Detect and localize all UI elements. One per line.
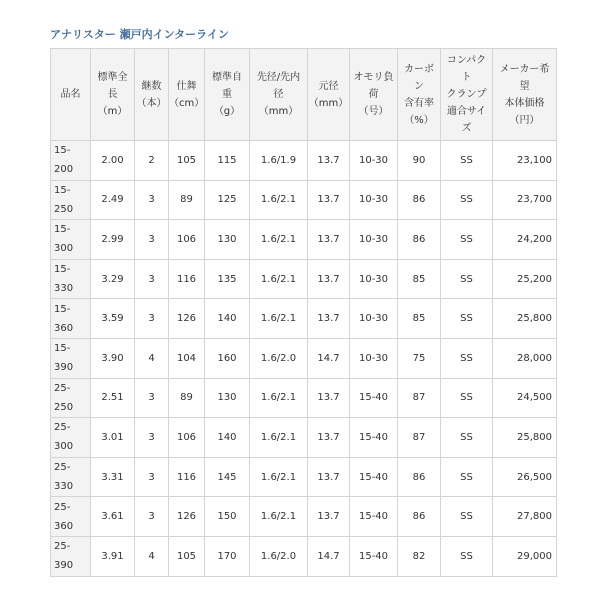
cell-sinker-load: 10-30 bbox=[350, 299, 398, 339]
cell-price: 25,800 bbox=[493, 418, 557, 458]
name-line: 15- bbox=[54, 184, 71, 196]
cell-price: 25,800 bbox=[493, 299, 557, 339]
cell-length: 2.00 bbox=[91, 141, 135, 181]
cell-weight: 130 bbox=[205, 378, 250, 418]
name-line: 15- bbox=[54, 145, 71, 157]
header-sections bbox=[135, 49, 169, 141]
cell-sinker-load: 10-30 bbox=[350, 220, 398, 260]
header-line: （m） bbox=[97, 106, 128, 117]
cell-sections: 3 bbox=[135, 418, 169, 458]
header-line: コンパク bbox=[446, 55, 487, 66]
cell-butt-diameter: 13.7 bbox=[308, 457, 350, 497]
cell-name bbox=[51, 180, 91, 220]
cell-name bbox=[51, 418, 91, 458]
cell-carbon-content: 90 bbox=[398, 141, 441, 181]
name-line: 390 bbox=[54, 560, 74, 572]
cell-weight: 170 bbox=[205, 536, 250, 576]
name-line: 300 bbox=[54, 243, 74, 255]
cell-sinker-load: 10-30 bbox=[350, 338, 398, 378]
cell-sections: 3 bbox=[135, 259, 169, 299]
cell-sinker-load: 15-40 bbox=[350, 497, 398, 537]
cell-weight: 150 bbox=[205, 497, 250, 537]
cell-tip-diameter: 1.6/2.1 bbox=[250, 259, 308, 299]
cell-sinker-load: 15-40 bbox=[350, 418, 398, 458]
cell-butt-diameter: 13.7 bbox=[308, 299, 350, 339]
name-line: 15- bbox=[54, 224, 71, 236]
cell-closed-length: 105 bbox=[169, 141, 205, 181]
header-line: 径 bbox=[273, 89, 284, 100]
header-line: 仕舞 bbox=[176, 80, 197, 92]
cell-closed-length: 89 bbox=[169, 180, 205, 220]
cell-name bbox=[51, 141, 91, 181]
name-line: 200 bbox=[54, 164, 74, 176]
cell-clamp-size: SS bbox=[441, 497, 493, 537]
name-line: 15- bbox=[54, 303, 71, 315]
cell-length: 2.99 bbox=[91, 220, 135, 260]
cell-length: 3.61 bbox=[91, 497, 135, 537]
cell-closed-length: 106 bbox=[169, 220, 205, 260]
cell-carbon-content: 85 bbox=[398, 299, 441, 339]
name-line: 330 bbox=[54, 283, 74, 295]
name-line: 25- bbox=[54, 382, 71, 394]
cell-sections: 4 bbox=[135, 338, 169, 378]
header-clamp-size bbox=[441, 49, 493, 141]
cell-weight: 130 bbox=[205, 220, 250, 260]
cell-clamp-size: SS bbox=[441, 536, 493, 576]
name-line: 360 bbox=[54, 322, 74, 334]
cell-price: 24,500 bbox=[493, 378, 557, 418]
cell-tip-diameter: 1.6/2.1 bbox=[250, 497, 308, 537]
cell-price: 27,800 bbox=[493, 497, 557, 537]
cell-length: 3.59 bbox=[91, 299, 135, 339]
cell-sections: 4 bbox=[135, 536, 169, 576]
header-row bbox=[51, 49, 557, 141]
cell-carbon-content: 86 bbox=[398, 457, 441, 497]
cell-weight: 145 bbox=[205, 457, 250, 497]
header-line: （本） bbox=[136, 97, 167, 109]
cell-carbon-content: 87 bbox=[398, 378, 441, 418]
cell-closed-length: 105 bbox=[169, 536, 205, 576]
cell-tip-diameter: 1.6/2.1 bbox=[250, 299, 308, 339]
header-line: 含有率 bbox=[404, 97, 434, 109]
cell-butt-diameter: 13.7 bbox=[308, 378, 350, 418]
header-line: カーボ bbox=[404, 63, 434, 75]
cell-clamp-size: SS bbox=[441, 180, 493, 220]
name-line: 25- bbox=[54, 462, 71, 474]
cell-weight: 140 bbox=[205, 418, 250, 458]
cell-closed-length: 116 bbox=[169, 259, 205, 299]
cell-price: 28,000 bbox=[493, 338, 557, 378]
cell-sections: 2 bbox=[135, 141, 169, 181]
cell-closed-length: 89 bbox=[169, 378, 205, 418]
cell-carbon-content: 86 bbox=[398, 180, 441, 220]
cell-closed-length: 126 bbox=[169, 299, 205, 339]
cell-clamp-size: SS bbox=[441, 378, 493, 418]
cell-sinker-load: 15-40 bbox=[350, 536, 398, 576]
header-line: （%） bbox=[404, 114, 434, 126]
table-row bbox=[51, 259, 557, 299]
header-line: 標準全 bbox=[97, 72, 128, 83]
cell-weight: 115 bbox=[205, 141, 250, 181]
page-title: アナリスター 瀬戸内インターライン bbox=[50, 28, 229, 41]
table-row bbox=[51, 141, 557, 181]
header-line: 荷 bbox=[368, 89, 379, 100]
header-butt-diameter bbox=[308, 49, 350, 141]
header-line: ト bbox=[461, 72, 472, 83]
cell-tip-diameter: 1.6/2.1 bbox=[250, 457, 308, 497]
cell-clamp-size: SS bbox=[441, 299, 493, 339]
header-line: （cm） bbox=[169, 97, 205, 109]
header-line: （g） bbox=[213, 106, 241, 117]
cell-closed-length: 116 bbox=[169, 457, 205, 497]
cell-name bbox=[51, 378, 91, 418]
cell-weight: 135 bbox=[205, 259, 250, 299]
header-line: 適合サイ bbox=[446, 106, 487, 117]
cell-price: 25,200 bbox=[493, 259, 557, 299]
cell-clamp-size: SS bbox=[441, 220, 493, 260]
table-row bbox=[51, 220, 557, 260]
header-name bbox=[51, 49, 91, 141]
cell-carbon-content: 86 bbox=[398, 497, 441, 537]
name-line: 250 bbox=[54, 401, 74, 413]
name-line: 250 bbox=[54, 203, 74, 215]
header-line: クランプ bbox=[446, 89, 487, 100]
header-line: オモリ負 bbox=[353, 72, 394, 83]
table-row bbox=[51, 457, 557, 497]
name-line: 25- bbox=[54, 501, 71, 513]
header-weight bbox=[205, 49, 250, 141]
cell-closed-length: 126 bbox=[169, 497, 205, 537]
cell-clamp-size: SS bbox=[441, 141, 493, 181]
cell-tip-diameter: 1.6/2.0 bbox=[250, 536, 308, 576]
cell-length: 2.51 bbox=[91, 378, 135, 418]
cell-length: 2.49 bbox=[91, 180, 135, 220]
header-line: 長 bbox=[107, 89, 118, 100]
header-line: 重 bbox=[222, 89, 232, 100]
header-length bbox=[91, 49, 135, 141]
cell-butt-diameter: 14.7 bbox=[308, 536, 350, 576]
cell-weight: 160 bbox=[205, 338, 250, 378]
cell-closed-length: 104 bbox=[169, 338, 205, 378]
cell-length: 3.01 bbox=[91, 418, 135, 458]
cell-sections: 3 bbox=[135, 497, 169, 537]
header-line: 元径 bbox=[318, 80, 339, 92]
cell-tip-diameter: 1.6/2.1 bbox=[250, 378, 308, 418]
cell-sinker-load: 10-30 bbox=[350, 180, 398, 220]
cell-name bbox=[51, 536, 91, 576]
cell-name bbox=[51, 259, 91, 299]
cell-sections: 3 bbox=[135, 220, 169, 260]
cell-price: 23,700 bbox=[493, 180, 557, 220]
cell-sinker-load: 10-30 bbox=[350, 259, 398, 299]
cell-butt-diameter: 13.7 bbox=[308, 418, 350, 458]
cell-name bbox=[51, 338, 91, 378]
name-line: 15- bbox=[54, 264, 71, 276]
name-line: 25- bbox=[54, 541, 71, 553]
cell-clamp-size: SS bbox=[441, 457, 493, 497]
cell-sinker-load: 15-40 bbox=[350, 457, 398, 497]
cell-butt-diameter: 13.7 bbox=[308, 180, 350, 220]
table-row bbox=[51, 378, 557, 418]
cell-name bbox=[51, 497, 91, 537]
table-row bbox=[51, 180, 557, 220]
header-sinker-load bbox=[350, 49, 398, 141]
header-line: ン bbox=[414, 80, 424, 92]
header-line: 標準自 bbox=[212, 72, 242, 83]
cell-tip-diameter: 1.6/2.1 bbox=[250, 418, 308, 458]
cell-carbon-content: 87 bbox=[398, 418, 441, 458]
cell-butt-diameter: 13.7 bbox=[308, 141, 350, 181]
cell-weight: 140 bbox=[205, 299, 250, 339]
header-line: ズ bbox=[461, 123, 472, 134]
cell-carbon-content: 85 bbox=[398, 259, 441, 299]
name-line: 330 bbox=[54, 481, 74, 493]
header-line: （mm） bbox=[258, 106, 299, 117]
cell-clamp-size: SS bbox=[441, 259, 493, 299]
header-line: 本体価格 bbox=[504, 97, 545, 109]
header-line: 望 bbox=[519, 80, 530, 92]
name-line: 25- bbox=[54, 422, 71, 434]
cell-length: 3.90 bbox=[91, 338, 135, 378]
cell-sections: 3 bbox=[135, 299, 169, 339]
spec-table bbox=[50, 48, 557, 577]
header-carbon-content bbox=[398, 49, 441, 141]
cell-tip-diameter: 1.6/1.9 bbox=[250, 141, 308, 181]
cell-clamp-size: SS bbox=[441, 338, 493, 378]
cell-tip-diameter: 1.6/2.1 bbox=[250, 180, 308, 220]
cell-price: 26,500 bbox=[493, 457, 557, 497]
cell-tip-diameter: 1.6/2.1 bbox=[250, 220, 308, 260]
cell-carbon-content: 75 bbox=[398, 338, 441, 378]
cell-name bbox=[51, 299, 91, 339]
header-line: 品名 bbox=[60, 89, 81, 100]
header-closed-length bbox=[169, 49, 205, 141]
cell-tip-diameter: 1.6/2.0 bbox=[250, 338, 308, 378]
table-row bbox=[51, 536, 557, 576]
cell-carbon-content: 82 bbox=[398, 536, 441, 576]
name-line: 300 bbox=[54, 441, 74, 453]
cell-butt-diameter: 14.7 bbox=[308, 338, 350, 378]
cell-sections: 3 bbox=[135, 457, 169, 497]
cell-length: 3.91 bbox=[91, 536, 135, 576]
cell-price: 24,200 bbox=[493, 220, 557, 260]
name-line: 360 bbox=[54, 520, 74, 532]
table-row bbox=[51, 418, 557, 458]
table-row bbox=[51, 299, 557, 339]
cell-weight: 125 bbox=[205, 180, 250, 220]
cell-name bbox=[51, 457, 91, 497]
header-line: （円） bbox=[509, 114, 540, 126]
header-line: 先径/先内 bbox=[256, 72, 301, 83]
cell-length: 3.29 bbox=[91, 259, 135, 299]
name-line: 390 bbox=[54, 362, 74, 374]
cell-name bbox=[51, 220, 91, 260]
cell-sections: 3 bbox=[135, 180, 169, 220]
cell-sinker-load: 15-40 bbox=[350, 378, 398, 418]
header-line: メーカー希 bbox=[499, 63, 550, 75]
cell-butt-diameter: 13.7 bbox=[308, 259, 350, 299]
header-line: （mm） bbox=[308, 97, 349, 109]
cell-butt-diameter: 13.7 bbox=[308, 220, 350, 260]
table-row bbox=[51, 338, 557, 378]
cell-length: 3.31 bbox=[91, 457, 135, 497]
header-tip-diameter bbox=[250, 49, 308, 141]
name-line: 15- bbox=[54, 343, 71, 355]
header-line: 継数 bbox=[141, 80, 162, 92]
cell-carbon-content: 86 bbox=[398, 220, 441, 260]
cell-price: 29,000 bbox=[493, 536, 557, 576]
cell-clamp-size: SS bbox=[441, 418, 493, 458]
table-row bbox=[51, 497, 557, 537]
cell-price: 23,100 bbox=[493, 141, 557, 181]
cell-closed-length: 106 bbox=[169, 418, 205, 458]
cell-sections: 3 bbox=[135, 378, 169, 418]
cell-butt-diameter: 13.7 bbox=[308, 497, 350, 537]
header-line: （号） bbox=[358, 106, 389, 117]
cell-sinker-load: 10-30 bbox=[350, 141, 398, 181]
header-price bbox=[493, 49, 557, 141]
